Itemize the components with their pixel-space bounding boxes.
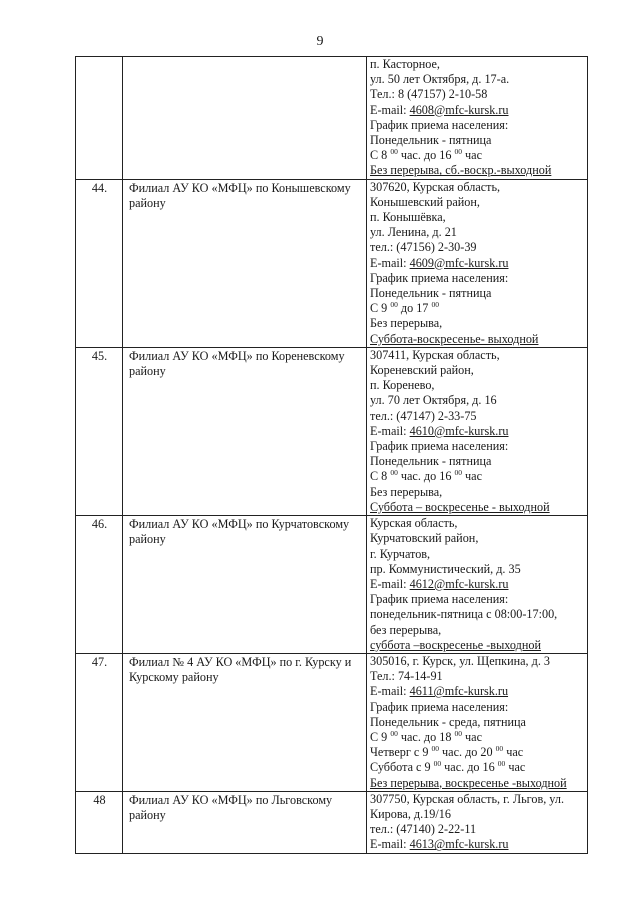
text-segment: Четверг с 9 — [370, 745, 432, 760]
text-segment: час — [462, 729, 482, 744]
text-segment: 307411, Курская область, — [370, 347, 500, 362]
text-segment: тел.: (47140) 2-22-11 — [370, 822, 477, 837]
text-segment: пр. Коммунистический, д. 35 — [370, 561, 521, 576]
text-segment: Кирова, д.19/16 — [370, 806, 451, 821]
row-number: 48 — [76, 791, 123, 853]
text-segment: Понедельник - пятница — [370, 133, 492, 148]
info-line — [370, 133, 584, 148]
text-segment: час — [462, 148, 482, 163]
info-line — [370, 592, 584, 607]
info-line — [370, 316, 584, 331]
info-line — [370, 210, 584, 225]
email-link[interactable]: 4611@mfc-kursk.ru — [409, 684, 509, 699]
branch-name: Филиал № 4 АУ КО «МФЦ» по г. Курску и Курскому району — [123, 653, 367, 791]
info-line — [370, 163, 584, 178]
info-line — [370, 547, 584, 562]
info-line — [370, 240, 584, 255]
text-segment: Суббота-воскресенье- выходной — [370, 331, 539, 346]
text-segment: 307620, Курская область, — [370, 179, 501, 194]
info-line — [370, 118, 584, 133]
text-segment: График приема населения: — [370, 270, 509, 285]
info-line — [370, 531, 584, 546]
info-line — [370, 332, 584, 347]
email-line — [370, 837, 584, 852]
text-segment: График приема населения: — [370, 592, 509, 607]
text-segment: суббота –воскресенье -выходной — [370, 637, 541, 652]
row-number — [76, 57, 123, 180]
text-segment: Тел.: 8 (47157) 2-10-58 — [370, 87, 488, 102]
email-link[interactable]: 4608@mfc-kursk.ru — [409, 102, 509, 117]
text-segment: час. до 16 — [397, 469, 455, 484]
superscript-minutes: 00 — [454, 728, 462, 738]
text-segment: ул. 50 лет Октября, д. 17-а. — [370, 72, 510, 87]
text-segment: С 8 — [370, 148, 391, 163]
table-row — [76, 347, 588, 515]
info-line — [370, 348, 584, 363]
info-line — [370, 715, 584, 730]
table-row — [76, 791, 588, 853]
info-line — [370, 378, 584, 393]
superscript-minutes: 00 — [390, 728, 398, 738]
info-line — [370, 638, 584, 653]
email-link[interactable]: 4609@mfc-kursk.ru — [409, 255, 509, 270]
table-row — [76, 516, 588, 654]
text-segment: График приема населения: — [370, 439, 509, 454]
info-line — [370, 760, 584, 775]
email-link[interactable]: 4610@mfc-kursk.ru — [409, 423, 509, 438]
branch-contact-info — [367, 57, 588, 180]
text-segment: Без перерыва, воскресенье -выходной — [370, 775, 567, 790]
email-link[interactable]: 4612@mfc-kursk.ru — [409, 576, 509, 591]
table-row — [76, 653, 588, 791]
text-segment: 307750, Курская область, г. Льгов, ул. — [370, 791, 564, 806]
text-segment: Суббота с 9 — [370, 760, 434, 775]
superscript-minutes: 00 — [454, 468, 462, 478]
info-line — [370, 776, 584, 791]
superscript-minutes: 00 — [454, 147, 462, 157]
email-line — [370, 103, 584, 118]
text-segment: час. до 18 — [397, 729, 455, 744]
branch-contact-info — [367, 347, 588, 515]
text-segment: Кореневский район, — [370, 363, 474, 378]
text-segment: График приема населения: — [370, 117, 509, 132]
info-line — [370, 700, 584, 715]
row-number: 47. — [76, 653, 123, 791]
email-label: E-mail: — [370, 255, 410, 270]
email-line — [370, 684, 584, 699]
text-segment: Конышевский район, — [370, 194, 480, 209]
text-segment: понедельник-пятница с 08:00-17:00, — [370, 607, 558, 622]
table-row — [76, 57, 588, 180]
info-line — [370, 745, 584, 760]
info-line — [370, 730, 584, 745]
branch-contact-info — [367, 653, 588, 791]
text-segment: Без перерыва, — [370, 316, 443, 331]
info-line — [370, 485, 584, 500]
branch-contact-info — [367, 791, 588, 853]
info-line — [370, 409, 584, 424]
superscript-minutes: 00 — [390, 300, 398, 310]
text-segment: 305016, г. Курск, ул. Щепкина, д. 3 — [370, 653, 551, 668]
row-number: 46. — [76, 516, 123, 654]
text-segment: Тел.: 74-14-91 — [370, 669, 443, 684]
info-line — [370, 792, 584, 807]
info-line — [370, 607, 584, 622]
text-segment: С 9 — [370, 301, 391, 316]
info-line — [370, 516, 584, 531]
text-segment: час. до 20 — [439, 745, 496, 760]
info-line — [370, 393, 584, 408]
table-row — [76, 179, 588, 347]
info-line — [370, 180, 584, 195]
text-segment: п. Касторное, — [370, 57, 440, 71]
text-segment: п. Коренево, — [370, 378, 435, 393]
superscript-minutes: 00 — [390, 468, 398, 478]
branch-contact-info — [367, 179, 588, 347]
email-label: E-mail: — [370, 102, 410, 117]
info-line — [370, 623, 584, 638]
info-line — [370, 225, 584, 240]
info-line — [370, 500, 584, 515]
text-segment: Понедельник - пятница — [370, 454, 492, 469]
info-line — [370, 669, 584, 684]
info-line — [370, 301, 584, 316]
branch-name: Филиал АУ КО «МФЦ» по Кореневскому району — [123, 347, 367, 515]
text-segment: С 8 — [370, 469, 391, 484]
branch-contact-info — [367, 516, 588, 654]
text-segment: час — [462, 469, 482, 484]
email-label: E-mail: — [370, 423, 410, 438]
email-label: E-mail: — [370, 837, 410, 852]
superscript-minutes: 00 — [390, 147, 398, 157]
email-label: E-mail: — [370, 576, 410, 591]
text-segment: час. до 16 — [441, 760, 498, 775]
text-segment: Курская область, — [370, 516, 458, 531]
info-line — [370, 822, 584, 837]
text-segment: г. Курчатов, — [370, 546, 431, 561]
info-line — [370, 654, 584, 669]
info-line — [370, 562, 584, 577]
branch-name: Филиал АУ КО «МФЦ» по Льговскому району — [123, 791, 367, 853]
superscript-minutes: 00 — [495, 744, 504, 754]
email-line — [370, 256, 584, 271]
text-segment: до 17 — [397, 301, 432, 316]
page-number: 9 — [316, 34, 324, 49]
info-line — [370, 363, 584, 378]
text-segment: ул. 70 лет Октября, д. 16 — [370, 393, 497, 408]
info-line — [370, 286, 584, 301]
text-segment: Понедельник - пятница — [370, 286, 492, 301]
superscript-minutes: 00 — [497, 759, 506, 769]
branch-table — [75, 56, 588, 854]
text-segment: час. до 16 — [397, 148, 455, 163]
info-line — [370, 454, 584, 469]
row-number: 45. — [76, 347, 123, 515]
info-line — [370, 807, 584, 822]
branch-table-body — [76, 57, 588, 854]
text-segment: ул. Ленина, д. 21 — [370, 225, 457, 240]
text-segment: Понедельник - среда, пятница — [370, 714, 526, 729]
branch-name: Филиал АУ КО «МФЦ» по Конышевскому району — [123, 179, 367, 347]
email-link[interactable]: 4613@mfc-kursk.ru — [409, 837, 509, 852]
info-line — [370, 87, 584, 102]
info-line — [370, 148, 584, 163]
email-line — [370, 424, 584, 439]
text-segment: тел.: (47147) 2-33-75 — [370, 408, 477, 423]
text-segment: Суббота – воскресенье - выходной — [370, 499, 550, 514]
superscript-minutes: 00 — [431, 300, 439, 310]
info-line — [370, 195, 584, 210]
superscript-minutes: 00 — [433, 759, 442, 769]
superscript-minutes: 00 — [431, 744, 439, 754]
info-line — [370, 72, 584, 87]
text-segment: час — [503, 745, 524, 760]
info-line — [370, 57, 584, 72]
text-segment: Курчатовский район, — [370, 531, 479, 546]
email-label: E-mail: — [370, 684, 410, 699]
text-segment: Без перерыва, — [370, 484, 443, 499]
text-segment: без перерыва, — [370, 622, 442, 637]
row-number: 44. — [76, 179, 123, 347]
info-line — [370, 439, 584, 454]
text-segment: Без перерыва, сб.-воскр.-выходной — [370, 163, 552, 178]
text-segment: График приема населения: — [370, 699, 509, 714]
info-line — [370, 469, 584, 484]
email-line — [370, 577, 584, 592]
text-segment: п. Конышёвка, — [370, 210, 446, 225]
text-segment: С 9 — [370, 729, 391, 744]
text-segment: час — [505, 760, 526, 775]
text-segment: тел.: (47156) 2-30-39 — [370, 240, 477, 255]
branch-name: Филиал АУ КО «МФЦ» по Курчатовскому району — [123, 516, 367, 654]
info-line — [370, 271, 584, 286]
branch-name — [123, 57, 367, 180]
